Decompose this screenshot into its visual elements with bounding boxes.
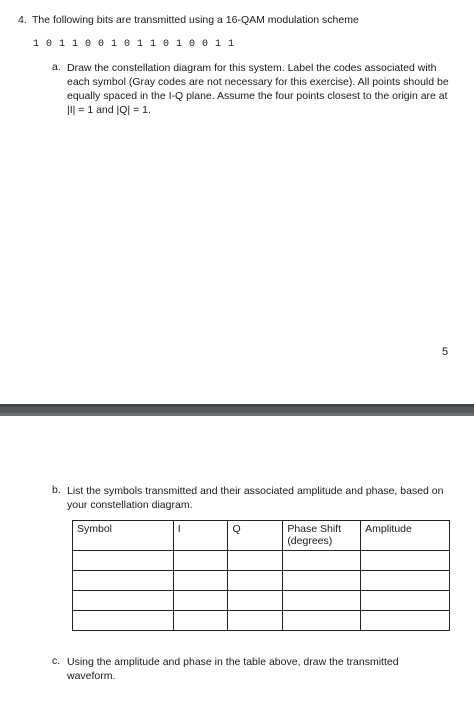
header-q: Q: [228, 521, 283, 551]
table-cell[interactable]: [361, 611, 450, 631]
header-i: I: [173, 521, 228, 551]
table-cell[interactable]: [283, 591, 361, 611]
table-cell[interactable]: [173, 551, 228, 571]
bit-sequence: 1 0 1 1 0 0 1 0 1 1 0 1 0 0 1 1: [33, 39, 235, 50]
table-cell[interactable]: [73, 611, 174, 631]
table-cell[interactable]: [283, 551, 361, 571]
page-number: 5: [442, 346, 449, 358]
table-cell[interactable]: [73, 551, 174, 571]
table-cell[interactable]: [73, 571, 174, 591]
table-cell[interactable]: [228, 591, 283, 611]
table-row: [73, 571, 450, 591]
table-cell[interactable]: [228, 551, 283, 571]
table-row: [73, 611, 450, 631]
table-cell[interactable]: [361, 571, 450, 591]
table-cell[interactable]: [173, 571, 228, 591]
table-cell[interactable]: [283, 611, 361, 631]
table-cell[interactable]: [173, 611, 228, 631]
symbol-table: [72, 520, 450, 631]
part-b-text: List the symbols transmitted and their associated amplitude and phase, based on your constellation diagram.: [67, 485, 444, 511]
table-cell[interactable]: [361, 591, 450, 611]
header-phase-shift: Phase Shift (degrees): [283, 521, 361, 551]
page-break-divider: [0, 404, 474, 416]
table-header-row: [73, 521, 450, 551]
part-c-text: Using the amplitude and phase in the table above, draw the transmitted waveform.: [67, 656, 399, 682]
table-cell[interactable]: [73, 591, 174, 611]
part-a-text: Draw the constellation diagram for this system. Label the codes associated with each symbol (Gray codes are not necessary for this exercise). All points should be equally spaced in the I-Q plane. Assume the four points closest to the origin are at |I| = 1 and |Q| = 1.: [67, 62, 449, 116]
page-bottom: [0, 416, 474, 708]
part-c-letter: c.: [52, 655, 61, 667]
header-amplitude: Amplitude: [361, 521, 450, 551]
table-cell[interactable]: [361, 551, 450, 571]
header-symbol: Symbol: [73, 521, 174, 551]
table-cell[interactable]: [173, 591, 228, 611]
table-row: [73, 551, 450, 571]
table-cell[interactable]: [228, 571, 283, 591]
question-number: 4.: [18, 14, 27, 26]
part-b-letter: b.: [52, 484, 61, 496]
table-row: [73, 591, 450, 611]
table-cell[interactable]: [283, 571, 361, 591]
part-a-letter: a.: [52, 61, 61, 73]
table-cell[interactable]: [228, 611, 283, 631]
question-text: The following bits are transmitted using a 16-QAM modulation scheme: [32, 14, 359, 26]
